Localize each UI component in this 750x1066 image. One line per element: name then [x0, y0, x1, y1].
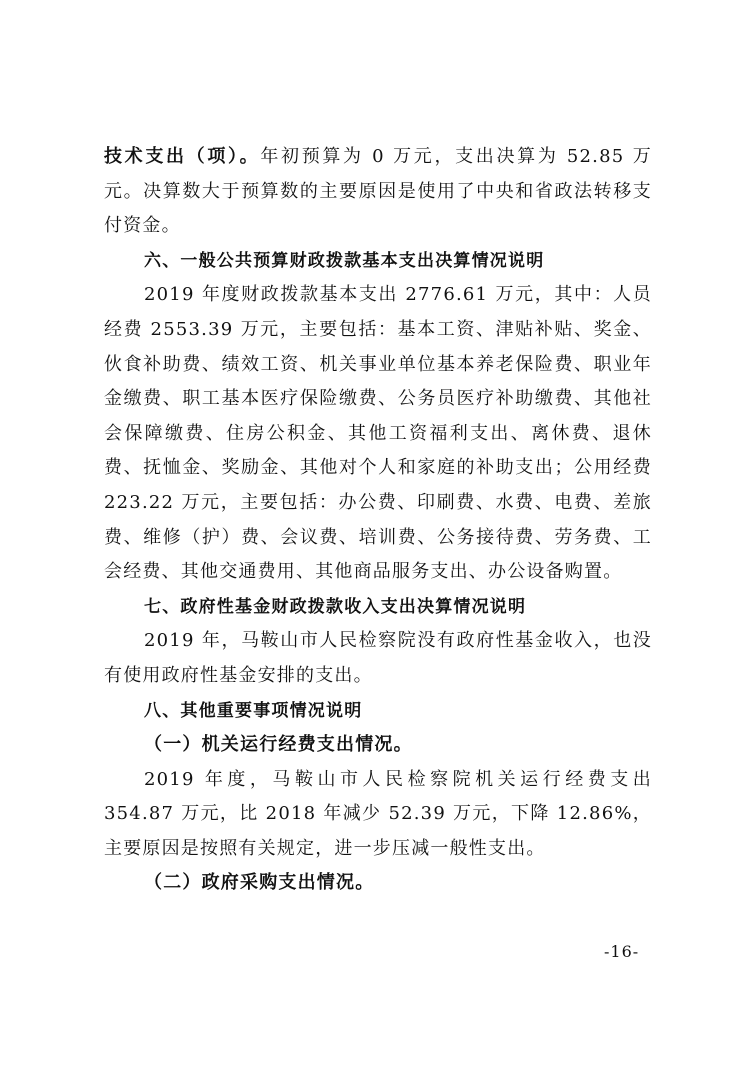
section-heading-6: 六、一般公共预算财政拨款基本支出决算情况说明	[144, 250, 545, 271]
paragraph-government-fund: 2019 年，马鞍山市人民检察院没有政府性基金收入，也没有使用政府性基金安排的支出。	[104, 630, 652, 686]
paragraph-operating-expense: 2019 年度，马鞍山市人民检察院机关运行经费支出 354.87 万元，比 2018 年减少 52.39 万元，下降 12.86%，主要原因是按照有关规定，进一步压减一般性支出。	[104, 768, 652, 859]
page-number: -16-	[604, 942, 640, 961]
paragraph-technical-expense	[104, 140, 652, 244]
item-text: 年初预算为 0 万元，支出决算为 52.85 万元。决算数大于预算数的主要原因是使用了中央和省政法转移支付资金。	[104, 146, 652, 237]
subsection-heading-procurement: （二）政府采购支出情况。	[144, 872, 375, 894]
item-title: 技术支出（项）。	[104, 146, 261, 167]
subsection-heading-operating-expense: （一）机关运行经费支出情况。	[144, 734, 413, 756]
section-heading-7: 七、政府性基金财政拨款收入支出决算情况说明	[144, 596, 527, 617]
section-heading-8: 八、其他重要事项情况说明	[144, 700, 363, 721]
paragraph-basic-expense: 2019 年度财政拨款基本支出 2776.61 万元，其中：人员经费 2553.39 万元，主要包括：基本工资、津贴补贴、奖金、伙食补助费、绩效工资、机关事业单位基本养老保险费、职业年金缴费、职工基本医疗保险缴费、公务员医疗补助缴费、其他社会保障缴费、住房公积金、其他工资福利支出、离休费、退休费、抚恤金、奖励金、其他对个人和家庭的补助支出；公用经费 223.22 万元，主要包括：办公费、印刷费、水费、电费、差旅费、维修（护）费、会议费、培训费、公务接待费、劳务费、工会经费、其他交通费用、其他商品服务支出、办公设备购置。	[104, 284, 652, 583]
body-text	[104, 140, 652, 901]
